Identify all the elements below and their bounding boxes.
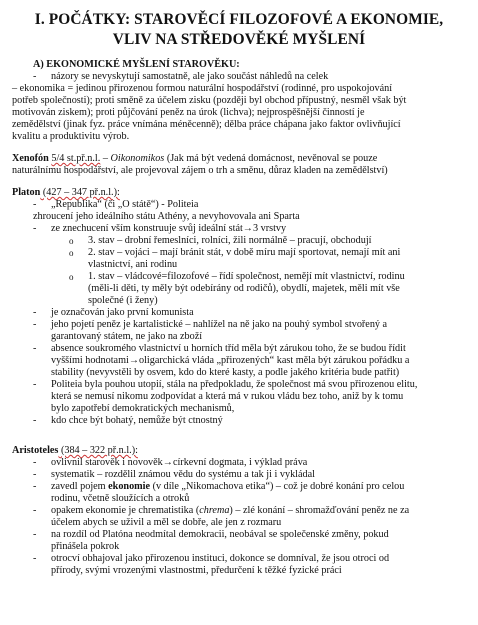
- aristoteles-line-4a: [51, 505, 409, 517]
- platon-line-2: zhroucení jeho ideálního státu Athény, a nevyhovovala ani Sparta: [33, 211, 300, 222]
- bullet-dash: -: [33, 529, 37, 540]
- bullet-dash: -: [33, 307, 37, 318]
- platon-line-7b: která se nemusí nikomu zodpovídat a která má v rukou vládu bez toho, aniž by k tomu: [51, 391, 404, 402]
- bullet-dash: -: [33, 379, 37, 390]
- section-a-line-1: názory se nevyskytují samostatně, ale jako součást náhledů na celek: [51, 71, 329, 82]
- platon-stav-1-line-2: (měli-li děti, ty měly být odebírány od rodičů), obydlí, majetek, měli mít vše: [88, 283, 400, 294]
- platon-name: Platon: [12, 187, 41, 198]
- bullet-dash: -: [33, 71, 37, 82]
- xenofon-line-2: naturálnímu hospodářství, ale projevoval zájem o trh a směnu, důraz kladen na zemědělství): [12, 165, 388, 176]
- aristoteles-line-5b: přinášela pokrok: [51, 541, 120, 552]
- bullet-dash: -: [33, 223, 37, 234]
- bullet-dash: -: [33, 457, 37, 468]
- page-title: [0, 10, 478, 50]
- bullet-circle: o: [69, 236, 74, 246]
- aristoteles-line-3a: [51, 481, 404, 493]
- title-line-2: VLIV NA STŘEDOVĚKÉ MYŠLENÍ: [112, 31, 366, 48]
- platon-line-7c: bylo zapotřebí demokratických mechanismů,: [51, 403, 235, 414]
- platon-stav-3: 3. stav – drobní řemeslníci, rolníci, žili normálně – pracují, obchodují: [88, 235, 372, 246]
- bullet-dash: -: [33, 469, 37, 480]
- aristoteles-line-2: systematik – rozdělil známou vědu do systému a tak ji i vykládal: [51, 469, 315, 480]
- platon-line-6b: vyššími hodnotami→oligarchická vláda „přirozených“ kast měla být zárukou pořádku a: [51, 355, 410, 366]
- bullet-dash: -: [33, 481, 37, 492]
- section-a-line-5: zemědělství (jinak fyz. práce vnímána méněcenně); dělba práce chápana jako faktor ovlivňující: [12, 119, 401, 130]
- aristoteles-l4-pre: opakem ekonomie je chrematistika (: [51, 505, 200, 516]
- platon-line-6a: absence soukromého vlastnictví u horních tříd měla být zárukou toho, že se budou řídit: [51, 343, 406, 354]
- bullet-dash: -: [33, 343, 37, 354]
- aristoteles-l3-post: (v díle „Nikomachova etika“) – což je dobré konání pro celou: [150, 481, 405, 492]
- aristoteles-l4-post: ) – zlé konání – shromažďování peněz ne za: [229, 505, 410, 516]
- platon-line-7a: Politeia byla pouhou utopií, stála na předpokladu, že společnost má svou přirozenou elitu,: [51, 379, 418, 390]
- platon-line-6c: stability (nevyvstěli by osvem, kdo do které kasty, a podle jakého kritéria bude patřit): [51, 367, 400, 378]
- platon-heading: [12, 187, 120, 199]
- platon-line-3: ze znechucení vším konstruuje svůj ideální stát→3 vrstvy: [51, 223, 287, 234]
- xenofon-work: Oikonomikos: [110, 153, 165, 164]
- aristoteles-l3-term: ekonomie: [108, 481, 151, 492]
- aristoteles-line-4b: účelem abych se uživil a měl se dobře, ale jen z rozmaru: [51, 517, 282, 528]
- platon-years: (427 – 347 př.n.l.):: [40, 187, 120, 198]
- aristoteles-heading: [12, 445, 138, 457]
- xenofon-years: 5/4 st.př.n.l.: [51, 153, 101, 164]
- platon-line-8: kdo chce být bohatý, nemůže být ctnostný: [51, 415, 223, 426]
- aristoteles-line-3b: rodinu, včetně sloužících a otroků: [51, 493, 190, 504]
- aristoteles-line-5a: na rozdíl od Platóna neodmítal demokracii, neobával se společenské změny, pokud: [51, 529, 389, 540]
- aristoteles-line-6b: přírody, svými vrozenými vlastnostmi, předurčení k těžké fyzické práci: [51, 565, 342, 576]
- section-a-heading: A) EKONOMICKÉ MYŠLENÍ STAROVĚKU:: [33, 59, 240, 70]
- bullet-dash: -: [33, 415, 37, 426]
- platon-stav-1-line-1: 1. stav – vládcové=filozofové – řídí společnost, nemějí mít vlastnictví, rodinu: [88, 271, 405, 282]
- platon-stav-2-line-1: 2. stav – vojáci – mají bránit stát, v době míru mají sportovat, nemají mít ani: [88, 247, 401, 258]
- section-a-line-6: kvalitu a produktivitu výrob.: [12, 131, 130, 142]
- section-a-line-3: potřeb společnosti); proti směně za účelem zisku (později byl obchod přípustný, nesměl však být: [12, 95, 407, 106]
- section-a-line-4: motivován ziskem); proti půjčování peněz na úrok (lichva); nejprospěšnější činností je: [12, 107, 365, 118]
- aristoteles-l3-pre: zavedl pojem: [51, 481, 109, 492]
- bullet-dash: -: [33, 553, 37, 564]
- aristoteles-name: Aristoteles: [12, 445, 59, 456]
- aristoteles-l4-term: chrema: [199, 505, 230, 516]
- platon-stav-1-line-3: společné (i ženy): [88, 295, 158, 306]
- xenofon-desc: (Jak má být vedená domácnost, nevěnoval se pouze: [164, 153, 378, 164]
- bullet-circle: o: [69, 272, 74, 282]
- section-a-line-2: – ekonomika = jedinou přirozenou formou naturální hospodářství (rodinné, pro uspokojování: [12, 83, 393, 94]
- aristoteles-line-6a: otrocví obhajoval jako přirozenou instituci, dokonce se domníval, že jsou otroci od: [51, 553, 390, 564]
- aristoteles-line-1: ovlivnil starověk i novověk→církevní dogmata, i výklad práva: [51, 457, 308, 468]
- platon-line-4: je označován jako první komunista: [51, 307, 194, 318]
- bullet-dash: -: [33, 319, 37, 330]
- title-line-1: I. POČÁTKY: STAROVĚCÍ FILOZOFOVÉ A EKONOMIE,: [34, 11, 444, 28]
- aristoteles-years: (384 – 322 př.n.l.):: [58, 445, 138, 456]
- platon-stav-2-line-2: vlastnictví, ani rodinu: [88, 259, 178, 270]
- xenofon-line-1: [12, 153, 377, 165]
- platon-line-1: „Republika“ (či „O státě“) - Politeia: [51, 199, 199, 210]
- platon-line-5a: jeho pojetí peněz je kartalistické – nahlížel na ně jako na pouhý symbol stvořený a: [51, 319, 388, 330]
- bullet-dash: -: [33, 199, 37, 210]
- platon-line-5b: garantovaný státem, ne jako na zboží: [51, 331, 203, 342]
- xenofon-dash: –: [100, 153, 111, 164]
- xenofon-name: Xenofón: [12, 153, 49, 164]
- bullet-dash: -: [33, 505, 37, 516]
- bullet-circle: o: [69, 248, 74, 258]
